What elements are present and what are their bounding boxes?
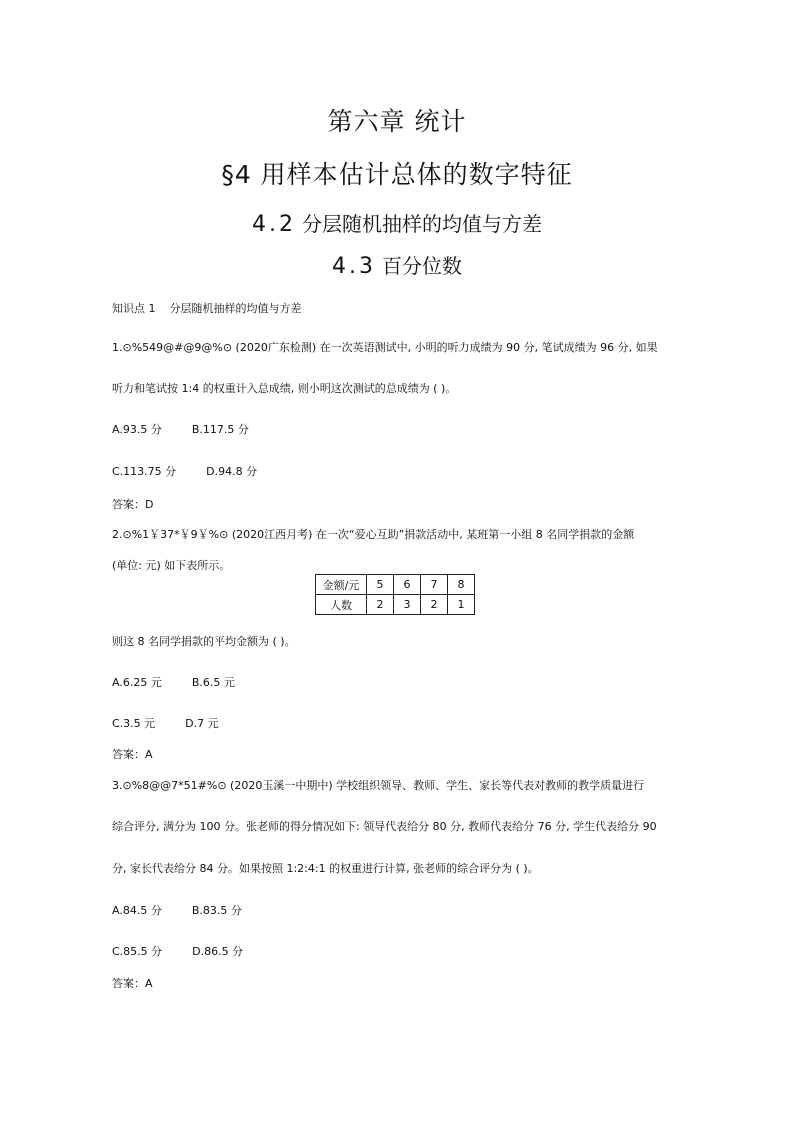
q3-line-1: 3.⊙%8@@7*51#%⊙ (2020玉溪一中期中) 学校组织领导、教师、学生、家长等代表对教师的教学质量进行 (112, 779, 645, 792)
q2-option-a: A.6.25 元 (112, 676, 162, 689)
q1-options-row-2 (112, 463, 257, 479)
subsection-number: 4.3 (332, 254, 376, 279)
subsection-title-4-2 (0, 208, 794, 237)
q1-option-c: C.113.75 分 (112, 465, 177, 478)
chapter-title: 第六章 统计 (327, 107, 467, 136)
q2-options-row-1 (112, 674, 235, 690)
subsection-text: 分层随机抽样的均值与方差 (302, 212, 542, 236)
subsection-text: 百分位数 (382, 254, 462, 278)
q2-line-3: 则这 8 名同学捐款的平均金额为 ( )。 (112, 635, 296, 648)
q3-option-a: A.84.5 分 (112, 904, 162, 917)
q2-answer: 答案：A (112, 748, 153, 761)
knowledge-point-heading (112, 300, 302, 316)
knowledge-point-title: 分层随机抽样的均值与方差 (169, 302, 302, 315)
q3-option-b: B.83.5 分 (191, 904, 242, 917)
q2-option-c: C.3.5 元 (112, 717, 156, 730)
table-cell: 5 (367, 575, 394, 595)
table-header-count: 人数 (316, 595, 367, 615)
donation-table (315, 574, 475, 615)
q2-option-b: B.6.5 元 (191, 676, 235, 689)
table-row (316, 575, 475, 595)
q1-line-1: 1.⊙%549@#@9@%⊙ (2020广东检测) 在一次英语测试中, 小明的听力成绩为 90 分, 笔试成绩为 96 分, 如果 (112, 341, 658, 354)
table-row (316, 595, 475, 615)
table-cell: 2 (367, 595, 394, 615)
subsection-number: 4.2 (252, 212, 296, 237)
q2-line-1: 2.⊙%1￥37*￥9￥%⊙ (2020江西月考) 在一次“爱心互助”捐款活动中, 某班第一小组 8 名同学捐款的金额 (112, 528, 635, 541)
q2-line-2: (单位: 元) 如下表所示。 (112, 559, 231, 572)
q2-options-row-2 (112, 715, 219, 731)
q1-line-2: 听力和笔试按 1:4 的权重计入总成绩, 则小明这次测试的总成绩为 ( )。 (112, 382, 457, 395)
subsection-title-4-3 (0, 250, 794, 279)
table-cell: 3 (394, 595, 421, 615)
table-cell: 2 (421, 595, 448, 615)
q3-options-row-2 (112, 943, 243, 959)
table-cell: 8 (448, 575, 475, 595)
q1-answer: 答案：D (112, 498, 154, 511)
q1-option-a: A.93.5 分 (112, 423, 162, 436)
q1-option-d: D.94.8 分 (206, 465, 258, 478)
q3-option-d: D.86.5 分 (192, 945, 244, 958)
table-cell: 1 (448, 595, 475, 615)
q3-option-c: C.85.5 分 (112, 945, 163, 958)
table-header-amount: 金额/元 (316, 575, 367, 595)
knowledge-point-label: 知识点 1 (112, 302, 156, 315)
q3-line-2: 综合评分, 满分为 100 分。张老师的得分情况如下: 领导代表给分 80 分, 教师代表给分 76 分, 学生代表给分 90 (112, 820, 657, 833)
q3-line-3: 分, 家长代表给分 84 分。如果按照 1:2:4:1 的权重进行计算, 张老师的综合评分为 ( )。 (112, 862, 539, 875)
table-cell: 7 (421, 575, 448, 595)
q2-option-d: D.7 元 (185, 717, 219, 730)
table-cell: 6 (394, 575, 421, 595)
q3-answer: 答案：A (112, 977, 153, 990)
section-title: §4 用样本估计总体的数字特征 (221, 160, 573, 189)
q1-option-b: B.117.5 分 (191, 423, 249, 436)
q3-options-row-1 (112, 902, 242, 918)
q1-options-row-1 (112, 421, 249, 437)
